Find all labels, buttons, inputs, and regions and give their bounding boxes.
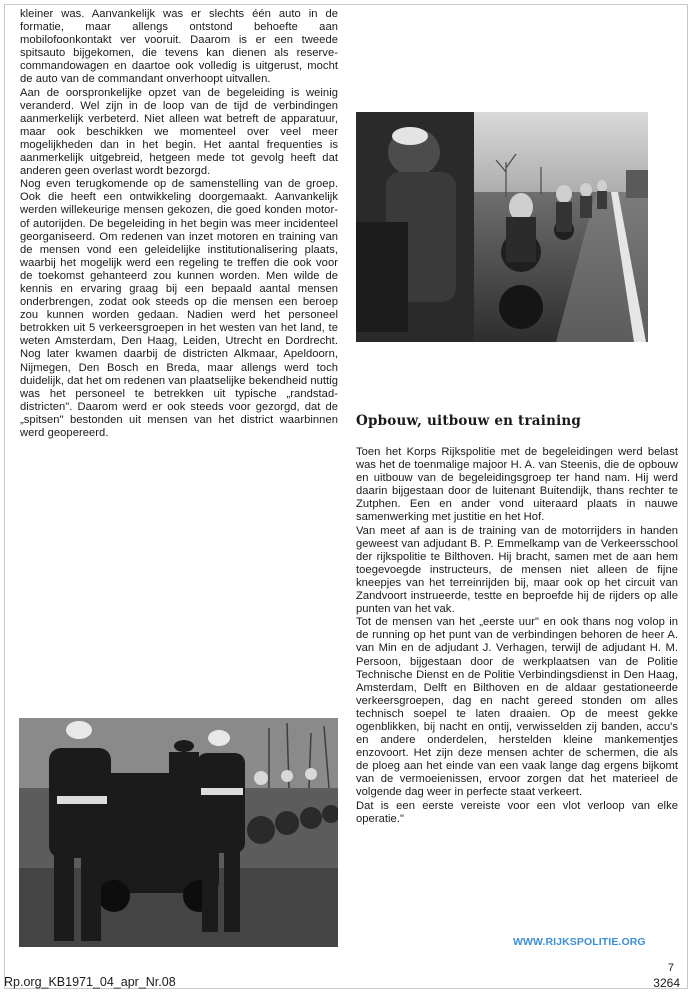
- photo-motorcycle-convoy: [356, 112, 648, 342]
- paragraph: Nog even terugkomende op de samenstelling van de groep. Ook die heeft een ontwikkeling doorgemaakt. Aanvankelijk werden willekeurige mensen gekozen, die goed konden motor- of autorijden. De begeleiding in het begin was meer incidenteel georganiseerd. Om redenen van inzet motoren en training van de mensen vond een geleidelijke institutionalisering plaats, waarbij het mogelijk werd een regeling te treffen die ook voor de toekomst gehanteerd zou kunnen worden. Men wilde de kennis en ervaring graag bij een bepaald aantal mensen onderbrengen, zodat ook steeds op die mensen een beroep zou kunnen worden gedaan. Nadien werd het personeel betrokken uit 5 verkeersgroepen in het westen van het land, te weten Amsterdam, Den Haag, Leiden, Utrecht en Dordrecht. Nog later kwamen daarbij de districten Alkmaar, Apeldoorn, Nijmegen, Den Bosch en Breda, maar allengs werd toch duidelijk, dat het om redenen van plaatselijke bekendheid nuttig was het personeel te betrekken uit typische „randstad-districten". Daarom werd er ook steeds voor gezorgd, dat de „spitsen" bestonden uit mensen van het district waarbinnen werd geopereerd.: [20, 178, 338, 439]
- paragraph: kleiner was. Aanvankelijk was er slechts één auto in de formatie, maar allengs ontstond behoefte aan mobilofoonkontakt ver vooruit. Daarom is er een tweede spitsauto bijgekomen, die tevens kan dienen als reserve-commandowagen en daartoe ook volledig is uitgerust, mocht de auto van de commandant onverhoopt uitvallen.: [20, 8, 338, 86]
- text-column-left: [20, 8, 338, 440]
- paragraph: Van meet af aan is de training van de motorrijders in handen geweest van adjudant B. P. Emmelkamp van de Verkeersschool der rijkspolitie te Bilthoven. Hij bracht, samen met de aan hem toegevoegde instructeurs, de mensen niet alleen de fijne kneepjes van het terreinrijden bij, maar ook op het circuit van Zandvoort instrueerde, testte en beproefde hij de rijders op alle punten van het vak.: [356, 524, 678, 616]
- paragraph: Tot de mensen van het „eerste uur" en ook thans nog volop in de running op het punt van de verbindingen behoren de heer A. van Min en de adjudant J. Verhagen, terwijl de adjudant H. M. Persoon, bijgestaan door de werkplaatsen van de Politie Technische Dienst en de Politie Verbindingsdienst in Den Haag, Amsterdam, Delft en Bilthoven en de aldaar gestationeerde verkeersgroepen, dag en nacht gereed stonden om alles technisch soepel te laten draaien. Op de meest gekke ogenblikken, bij nacht en ontij, verwisselden zij banden, accu's en andere onderdelen, herstelden kleine mankementjes enzovoort. Het zijn deze mensen achter de schermen, die als de ploeg aan het einde van een vaak lange dag ergens bijkomt van de vermoeienissen, ervoor zorgen dat het materieel de volgende dag weer in perfecte staat verkeert.: [356, 616, 678, 799]
- paragraph: Dat is een eerste vereiste voor een vlot verloop van elke operatie.": [356, 799, 678, 825]
- section-heading: Opbouw, uitbouw en training: [356, 413, 582, 429]
- source-label: Rp.org_KB1971_04_apr_Nr.08: [4, 975, 176, 989]
- watermark: WWW.RIJKSPOLITIE.ORG: [513, 936, 646, 948]
- paragraph: Toen het Korps Rijkspolitie met de begeleidingen werd belast was het de toenmalige majoor H. A. van Steenis, die de opbouw en uitbouw van de begeleidingsgroep ter hand nam. Hij werd daarin bijgestaan door de luitenant Buitendijk, thans rechter te Zutphen. Een en ander vond uiteraard plaats in nauwe samenwerking met justitie en het Hof.: [356, 446, 678, 524]
- page-number: 7: [667, 962, 674, 974]
- text-column-right: [356, 446, 678, 826]
- document-id: 3264: [653, 976, 680, 990]
- photo-police-escort: [19, 718, 338, 947]
- paragraph: Aan de oorspronkelijke opzet van de begeleiding is weinig veranderd. Wel zijn in de loop van de tijd de verbindingen aanmerkelijk verbeterd. Niet alleen wat betreft de apparatuur, maar ook beschikken we momenteel over veel meer mogelijkheden dan in het begin. Het aantal frequenties is aanmerkelijk uitgebreid, hetgeen mede tot gevolg heeft dat anderen geen overlast wordt bezorgd.: [20, 86, 338, 178]
